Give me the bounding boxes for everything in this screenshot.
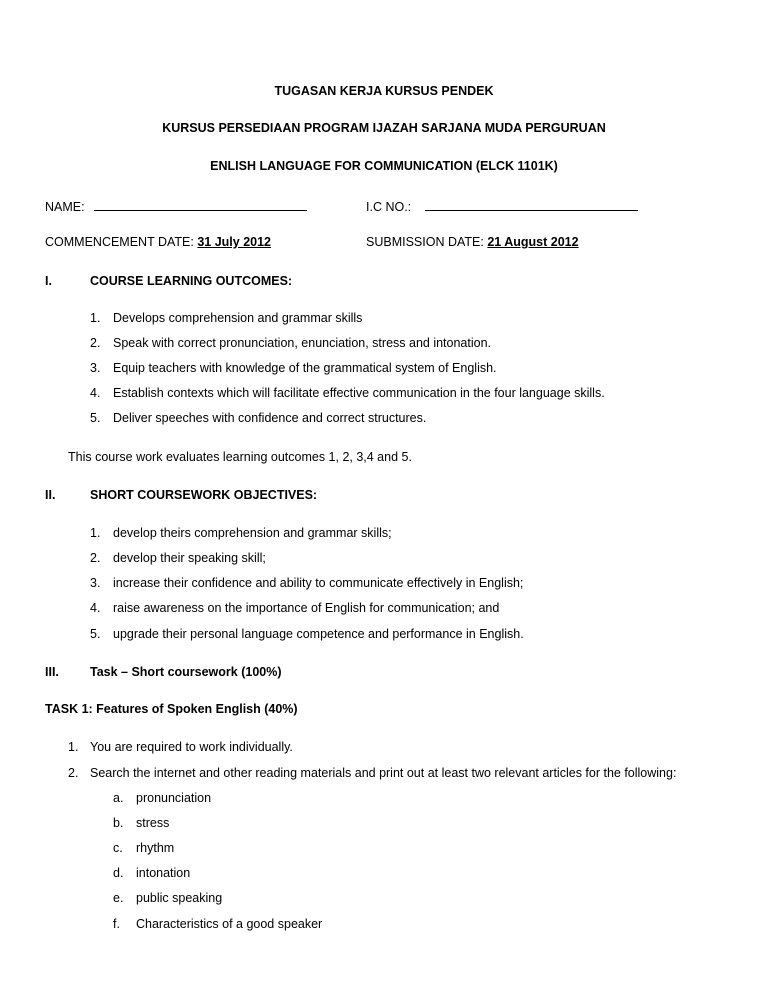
list-item: 3. [90,576,101,590]
list-item-text: develop theirs comprehension and grammar skills; [113,526,392,540]
course-title: ENLISH LANGUAGE FOR COMMUNICATION (ELCK 1101K) [210,159,558,173]
sub-list-item-text: Characteristics of a good speaker [136,917,323,931]
commencement-value: 31 July 2012 [197,235,272,249]
section2-number: II. [45,488,56,502]
submission-label: SUBMISSION DATE: [366,235,484,249]
section2-title: SHORT COURSEWORK OBJECTIVES: [90,488,318,502]
sub-list-item-text: stress [136,816,170,830]
section1-title: COURSE LEARNING OUTCOMES: [90,274,293,288]
list-item-text: Develops comprehension and grammar skills [113,311,363,325]
ic-field [366,199,638,214]
list-item: 5. [90,411,101,425]
list-item-text: increase their confidence and ability to communicate effectively in English; [113,576,524,590]
list-item-text: Establish contexts which will facilitate effective communication in the four language skills. [113,386,605,400]
sub-list-item: e. [113,891,124,905]
program-title: KURSUS PERSEDIAAN PROGRAM IJAZAH SARJANA MUDA PERGURUAN [162,121,606,135]
list-item-text: upgrade their personal language competence and performance in English. [113,627,524,641]
list-item-text: You are required to work individually. [90,740,293,754]
list-item-text: Speak with correct pronunciation, enunciation, stress and intonation. [113,336,492,350]
list-item: 1. [68,740,79,754]
list-item: 1. [90,526,101,540]
sub-list-item: b. [113,816,124,830]
list-item: 4. [90,601,101,615]
task1-title: TASK 1: Features of Spoken English (40%) [45,702,298,716]
sub-list-item-text: pronunciation [136,791,212,805]
sub-list-item: f. [113,917,120,931]
list-item: 2. [90,336,101,350]
list-item-text: develop their speaking skill; [113,551,266,565]
list-item: 4. [90,386,101,400]
section3-number: III. [45,665,59,679]
sub-list-item-text: intonation [136,866,191,880]
list-item: 2. [90,551,101,565]
submission-value: 21 August 2012 [487,235,579,249]
list-item: 1. [90,311,101,325]
section1-number: I. [45,274,52,288]
list-item: 3. [90,361,101,375]
name-field [45,199,307,214]
list-item-text: Equip teachers with knowledge of the grammatical system of English. [113,361,497,375]
list-item-text: Deliver speeches with confidence and correct structures. [113,411,427,425]
sub-list-item: a. [113,791,124,805]
list-item: 5. [90,627,101,641]
name-label: NAME: [45,200,85,214]
list-item: 2. [68,766,79,780]
sub-list-item: c. [113,841,123,855]
commencement-date [45,235,271,249]
submission-date [366,235,579,249]
sub-list-item-text: rhythm [136,841,175,855]
sub-list-item-text: public speaking [136,891,223,905]
section1-note: This course work evaluates learning outcomes 1, 2, 3,4 and 5. [68,450,412,464]
list-item-text: Search the internet and other reading materials and print out at least two relevant articles for the following: [90,766,677,780]
ic-label: I.C NO.: [366,200,412,214]
ic-blank-line[interactable] [425,199,638,211]
commencement-label: COMMENCEMENT DATE: [45,235,194,249]
sub-list-item: d. [113,866,124,880]
section3-title: Task – Short coursework (100%) [90,665,282,679]
name-blank-line[interactable] [94,199,307,211]
doc-title: TUGASAN KERJA KURSUS PENDEK [274,84,494,98]
list-item-text: raise awareness on the importance of English for communication; and [113,601,500,615]
